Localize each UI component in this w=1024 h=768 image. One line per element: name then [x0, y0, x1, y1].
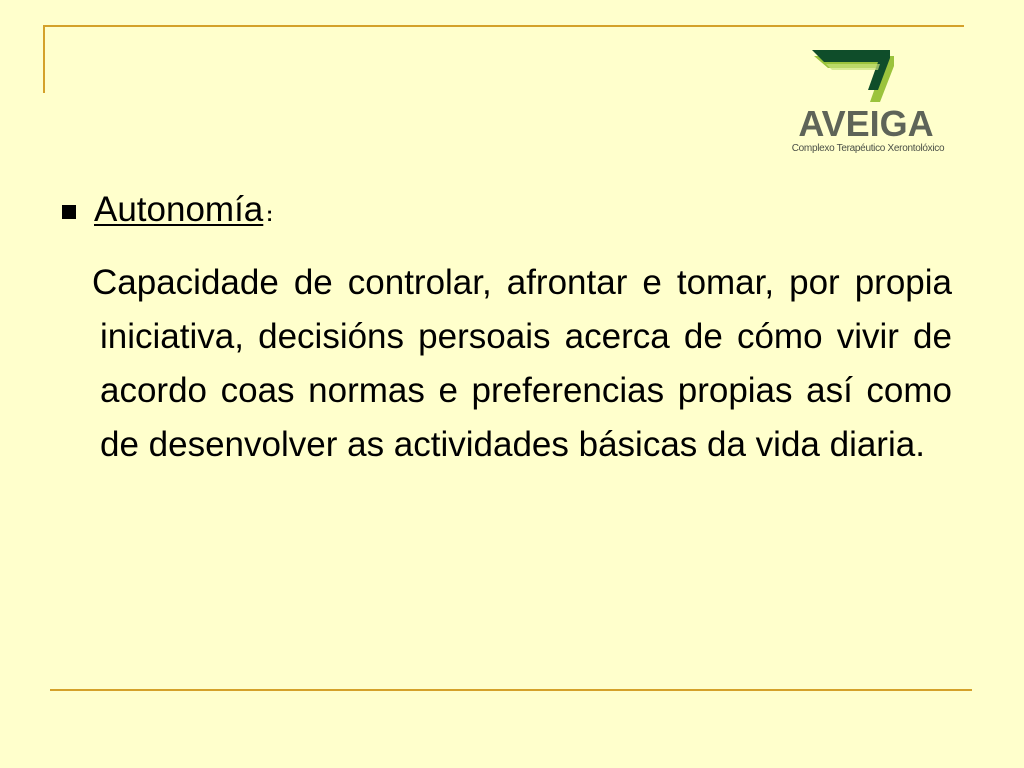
heading: Autonomía	[94, 190, 264, 229]
bullet-heading-row	[62, 190, 273, 240]
bottom-rule	[50, 689, 972, 691]
aveiga-logo	[776, 48, 956, 160]
definition-paragraph: Capacidade de controlar, afrontar e tomar, por propia iniciativa, decisións persoais acerca de cómo vivir de acordo coas normas e preferencias propias así como de desenvolver as actividades básicas da vida diaria.	[92, 263, 952, 464]
logo-swoosh-icon	[810, 48, 898, 104]
top-rule	[43, 25, 964, 27]
left-rule	[43, 25, 45, 93]
logo-name: AVEIGA	[798, 103, 934, 144]
logo-subtitle: Complexo Terapéutico Xerontolóxico	[791, 143, 945, 154]
heading-colon: :	[266, 204, 273, 226]
square-bullet-icon	[62, 205, 76, 219]
